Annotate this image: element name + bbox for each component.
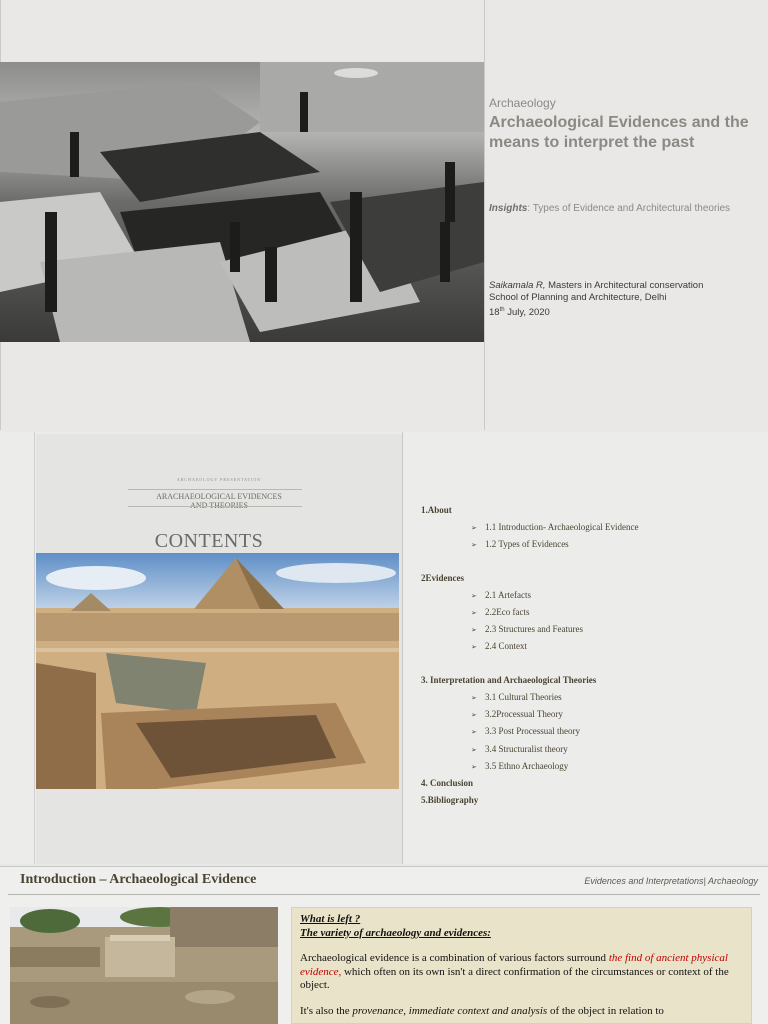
author-line [489,280,759,292]
arrow-bullet-icon: ➢ [471,626,477,635]
header-rule [8,894,760,895]
toc-item [421,604,761,621]
arrow-bullet-icon: ➢ [471,728,477,737]
arrow-bullet-icon: ➢ [471,541,477,550]
school-line: School of Planning and Architecture, Delhi [489,292,667,303]
table-of-contents [421,502,761,809]
intro-title: Introduction – Archaeological Evidence [20,872,257,887]
arrow-bullet-icon: ➢ [471,608,477,617]
highlight-run: the find of ancient physical evidence, [300,952,728,978]
question-2: The variety of archaeology and evidences: [300,926,491,939]
toc-heading: 4. Conclusion [421,778,474,789]
text-run: It's also the [300,1004,353,1017]
toc-item [421,723,761,740]
date-day: 18 [489,307,500,319]
subtitle-line: ARACHAEOLOGICAL EVIDENCES [156,492,282,501]
arrow-bullet-icon: ➢ [471,762,477,771]
toc-item-label: 3.1 Cultural Theories [485,691,562,702]
toc-item [421,587,761,604]
insights-text: : Types of Evidence and Architectural theories [527,203,731,214]
intro-text-box [291,907,752,1024]
paragraph-1 [300,952,743,993]
toc-item [421,741,761,758]
toc-heading: 5.Bibliography [421,795,479,806]
arrow-bullet-icon: ➢ [471,643,477,652]
slide-divider [34,432,35,864]
contents-title: CONTENTS [154,530,264,552]
arrow-bullet-icon: ➢ [471,711,477,720]
toc-item [421,638,761,655]
toc-item [421,519,761,536]
paragraph-2 [300,1005,743,1019]
insights-line [489,203,739,215]
toc-item [421,758,761,775]
toc-heading: 1.About [421,505,452,515]
toc-item [421,706,761,723]
arrow-bullet-icon: ➢ [471,591,477,600]
slide-divider [402,432,403,864]
arrow-bullet-icon: ➢ [471,524,477,532]
text-run: which often on its own isn't a direct confirmation of the circumstances or context of the object. [300,965,729,991]
toc-gap [421,554,761,570]
text-run: Archaeological evidence is a combination of various factors surround [300,952,609,964]
author-block [489,280,759,319]
toc-item-label: 2.3 Structures and Features [485,624,583,635]
tiny-header: ARCHAEOLOGY PRESENTATION [176,477,262,482]
pyramid-excavation-photo [36,553,399,789]
toc-item [421,621,761,638]
author-name: Saikamala R, [489,280,546,291]
excavation-photo [0,62,484,342]
date-rest: July, 2020 [504,307,550,319]
toc-item-label: 3.2Processual Theory [485,709,563,720]
toc-item-label: 3.5 Ethno Archaeology [485,760,569,771]
slide-kicker: Archaeology [489,96,556,110]
rule [128,489,302,490]
rule [128,506,302,507]
insights-label: Insights [489,203,528,214]
slide-divider [484,0,485,430]
author-degree: Masters in Architectural conservation [545,280,704,291]
arrow-bullet-icon: ➢ [471,693,477,702]
ruins-photo [10,907,278,1024]
contents-subtitle [36,492,402,510]
toc-item-label: 3.4 Structuralist theory [485,743,568,754]
slide-divider [0,866,768,867]
date-sup: th [499,307,505,313]
toc-item [421,536,761,553]
running-header: Evidences and Interpretations| Archaeology [584,876,758,886]
toc-item-label: 2.2Eco facts [485,606,530,617]
text-run: of the object in relation to [547,1004,664,1017]
toc-item-label: 3.3 Post Processual theory [485,726,580,737]
toc-heading: 2Evidences [421,572,465,583]
toc-item-label: 2.4 Context [485,641,527,652]
date-line [489,304,759,319]
toc-heading: 3. Interpretation and Archaeological Theories [421,674,597,685]
toc-item-label: 1.2 Types of Evidences [485,539,569,550]
toc-item-label: 1.1 Introduction- Archaeological Evidence [485,522,639,532]
slide-title: Archaeological Evidences and the means to interpret the past [489,114,749,151]
toc-item [421,689,761,706]
italic-run: provenance, immediate context and analysis [352,1004,548,1017]
toc-gap [421,656,761,672]
toc-item-label: 2.1 Artefacts [485,589,531,600]
question-1: What is left ? [300,913,361,925]
arrow-bullet-icon: ➢ [471,745,477,754]
